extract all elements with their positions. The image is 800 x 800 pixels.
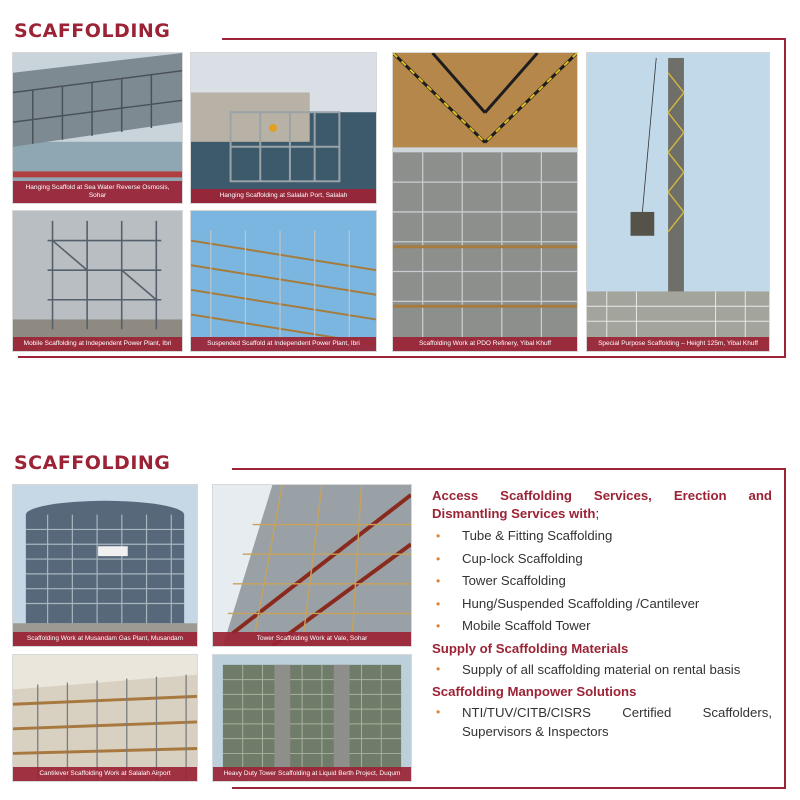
list-item-label: Supply of all scaffolding material on rental basis	[462, 661, 741, 677]
photo-caption: Special Purpose Scaffolding – Height 125m, Yibal Khuff	[587, 337, 769, 351]
services-heading	[432, 487, 772, 523]
photo-musandam-gas-plant	[12, 484, 198, 647]
photo-suspended-scaffold	[190, 210, 377, 352]
photo-caption: Scaffolding Work at PDO Refinery, Yibal Khuff	[393, 337, 577, 351]
services-heading-text: Access Scaffolding Services, Erection and Dismantling Services with	[432, 488, 772, 521]
materials-list	[432, 660, 772, 679]
bullet-icon: •	[436, 661, 441, 676]
list-item-label: Tube & Fitting Scaffolding	[462, 528, 613, 543]
list-item	[432, 660, 772, 679]
bullet-icon: •	[436, 704, 441, 719]
photo-mobile-scaffolding	[12, 210, 183, 352]
refinery-scaffold-image	[393, 53, 577, 351]
list-item	[432, 548, 772, 571]
photo-caption: Suspended Scaffold at Independent Power Plant, Ibri	[191, 337, 376, 351]
photo-caption: Scaffolding Work at Musandam Gas Plant, Musandam	[13, 632, 197, 646]
top-title-rule	[222, 38, 786, 40]
services-heading-suffix: ;	[595, 506, 600, 521]
bullet-icon: •	[436, 574, 441, 588]
photo-liquid-berth-duqum	[212, 654, 412, 782]
list-item-label: NTI/TUV/CITB/CISRS Certified Scaffolders, Supervisors & Inspectors	[462, 704, 772, 739]
photo-pdo-refinery	[392, 52, 578, 352]
bottom-title-rule	[232, 468, 786, 470]
bottom-frame-bottom-rule	[232, 787, 786, 789]
photo-vale-sohar	[212, 484, 412, 647]
list-item	[432, 593, 772, 616]
photo-caption: Tower Scaffolding Work at Vale, Sohar	[213, 632, 411, 646]
list-item	[432, 570, 772, 593]
tower-scaffold-image	[213, 485, 411, 646]
photo-caption: Hanging Scaffolding at Salalah Port, Salalah	[191, 189, 376, 203]
photo-caption: Mobile Scaffolding at Independent Power Plant, Ibri	[13, 337, 182, 351]
suspended-scaffold-image	[191, 211, 376, 351]
mobile-scaffold-image	[13, 211, 182, 351]
bullet-icon: •	[436, 529, 441, 543]
bullet-icon: •	[436, 619, 441, 633]
list-item	[432, 615, 772, 638]
heavy-duty-tower-image	[213, 655, 411, 781]
photo-salalah-airport	[12, 654, 198, 782]
manpower-list	[432, 703, 772, 741]
scaffold-port-image	[191, 53, 376, 203]
tall-tower-image	[587, 53, 769, 351]
list-item-label: Cup-lock Scaffolding	[462, 550, 583, 566]
photo-salalah-port	[190, 52, 377, 204]
top-frame-right-rule	[784, 38, 786, 358]
bottom-section-title: SCAFFOLDING	[14, 452, 171, 474]
list-item-label: Tower Scaffolding	[462, 573, 566, 588]
list-item	[432, 703, 772, 741]
list-item-label: Mobile Scaffold Tower	[462, 618, 591, 633]
cantilever-scaffold-image	[13, 655, 197, 781]
services-text-panel	[432, 487, 772, 745]
tank-scaffold-image	[13, 485, 197, 646]
services-list	[432, 525, 772, 638]
bottom-frame-right-rule	[784, 468, 786, 788]
list-item	[432, 525, 772, 548]
photo-special-purpose	[586, 52, 770, 352]
photo-caption: Hanging Scaffold at Sea Water Reverse Osmosis, Sohar	[13, 181, 182, 203]
top-frame-bottom-rule	[18, 356, 786, 358]
manpower-heading: Scaffolding Manpower Solutions	[432, 683, 637, 699]
photo-sea-water-osmosis	[12, 52, 183, 204]
photo-caption: Cantilever Scaffolding Work at Salalah Airport	[13, 767, 197, 781]
photo-caption: Heavy Duty Tower Scaffolding at Liquid Berth Project, Duqum	[213, 767, 411, 781]
list-item-label: Hung/Suspended Scaffolding /Cantilever	[462, 595, 700, 611]
materials-heading: Supply of Scaffolding Materials	[432, 640, 629, 656]
bullet-icon: •	[436, 596, 441, 611]
bullet-icon: •	[436, 551, 441, 566]
top-section-title: SCAFFOLDING	[14, 20, 171, 42]
